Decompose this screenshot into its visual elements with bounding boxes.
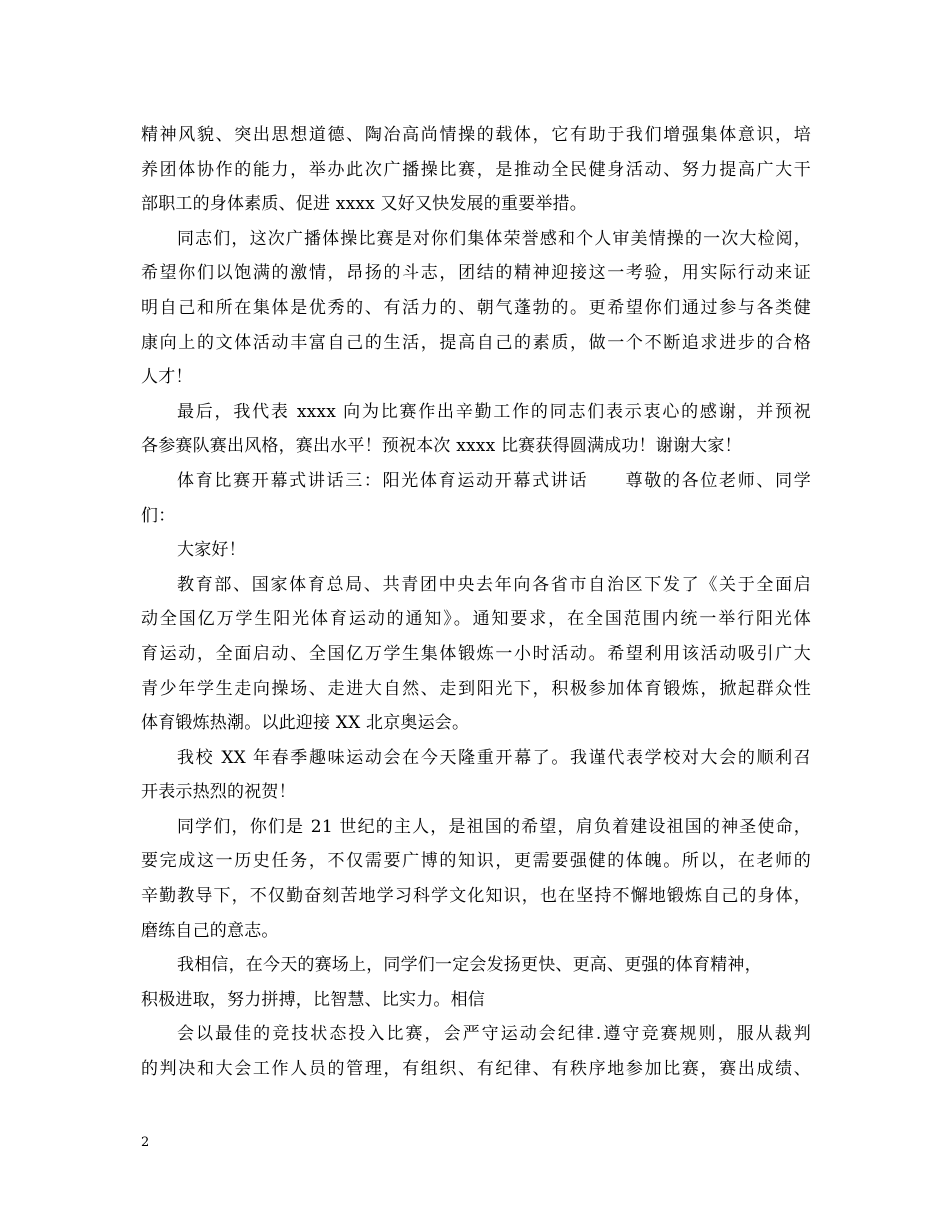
- text-line: 大家好！: [177, 540, 246, 561]
- text-line: 动全国亿万学生阳光体育运动的通知》。通知要求，在全国范围内统一举行阳光体: [141, 609, 811, 630]
- text-line: 各参赛队赛出风格，赛出水平！预祝本次 xxxx 比赛获得圆满成功！谢谢大家！: [141, 436, 742, 457]
- text-line: 我相信，在今天的赛场上，同学们一定会发扬更快、更高、更强的体育精神，: [177, 955, 762, 976]
- text-line: 精神风貌、突出思想道德、陶冶高尚情操的载体，它有助于我们增强集体意识，培: [141, 125, 811, 145]
- text-line: 体育锻炼热潮。以此迎接 XX 北京奥运会。: [141, 713, 470, 734]
- text-line: 会以最佳的竞技状态投入比赛，会严守运动会纪律.遵守竞赛规则，服从裁判: [177, 1024, 811, 1045]
- text-line: 教育部、国家体育总局、共青团中央去年向各省市自治区下发了《关于全面启: [177, 574, 811, 595]
- text-line: 人才！: [141, 367, 193, 388]
- text-line: 同志们，这次广播体操比赛是对你们集体荣誉感和个人审美情操的一次大检阅，: [177, 228, 811, 249]
- text-line: 养团体协作的能力，举办此次广播操比赛，是推动全民健身活动、努力提高广大干: [141, 159, 811, 180]
- text-line: 们：: [141, 505, 176, 526]
- text-line: 育运动，全面启动、全国亿万学生集体锻炼一小时活动。希望利用该活动吸引广大: [141, 643, 811, 664]
- text-line: 康向上的文体活动丰富自己的生活，提高自己的素质，做一个不断追求进步的合格: [141, 332, 811, 353]
- text-line: 青少年学生走向操场、走进大自然、走到阳光下，积极参加体育锻炼，掀起群众性: [141, 678, 811, 699]
- text-line: 辛勤教导下，不仅勤奋刻苦地学习科学文化知识，也在坚持不懈地锻炼自己的身体，: [141, 886, 811, 907]
- text-line: 磨练自己的意志。: [141, 920, 279, 941]
- text-line: 部职工的身体素质、促进 xxxx 又好又快发展的重要举措。: [141, 194, 587, 215]
- text-line: 要完成这一历史任务，不仅需要广博的知识，更需要强健的体魄。所以，在老师的: [141, 851, 811, 872]
- text-line: 同学们，你们是 21 世纪的主人，是祖国的希望，肩负着建设祖国的神圣使命，: [177, 816, 811, 837]
- text-line: 明自己和所在集体是优秀的、有活力的、朝气蓬勃的。更希望你们通过参与各类健: [141, 297, 811, 318]
- page-number: 2: [141, 1135, 150, 1150]
- text-line: 开表示热烈的祝贺！: [141, 782, 296, 803]
- text-line: 我校 XX 年春季趣味运动会在今天隆重开幕了。我谨代表学校对大会的顺利召: [177, 747, 811, 768]
- text-line: 最后，我代表 xxxx 向为比赛作出辛勤工作的同志们表示衷心的感谢，并预祝: [177, 401, 811, 422]
- text-line: 的判决和大会工作人员的管理，有组织、有纪律、有秩序地参加比赛，赛出成绩、: [141, 1059, 811, 1080]
- text-line: 积极进取，努力拼搏，比智慧、比实力。相信: [141, 989, 485, 1010]
- body-text: [141, 118, 811, 1087]
- text-line: 希望你们以饱满的激情，昂扬的斗志，团结的精神迎接这一考验，用实际行动来证: [141, 263, 811, 284]
- text-line: 体育比赛开幕式讲话三：阳光体育运动开幕式讲话 尊敬的各位老师、同学: [177, 470, 811, 491]
